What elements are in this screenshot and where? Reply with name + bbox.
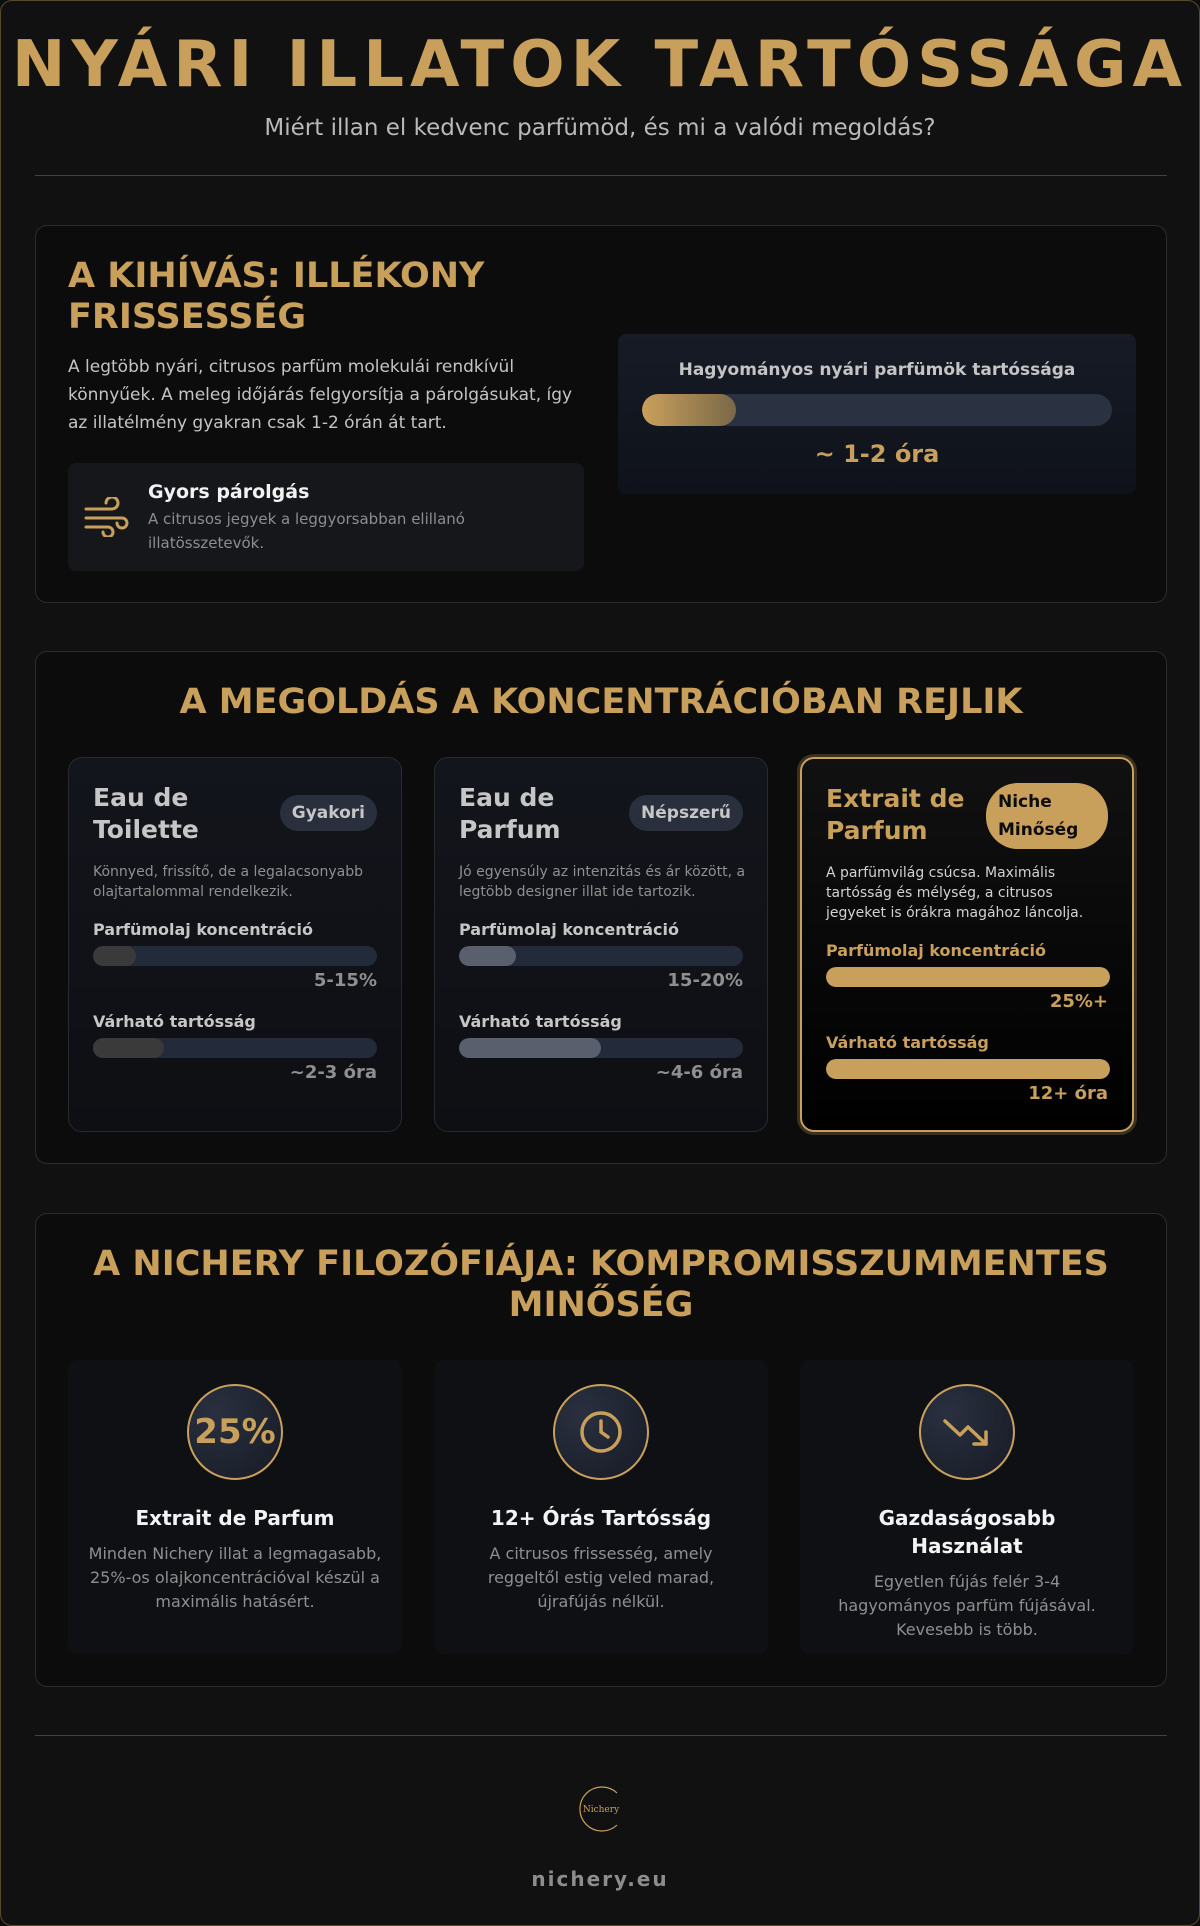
longevity-bar-fill (642, 394, 736, 426)
feature-title: Gazdaságosabb Használat (878, 1506, 1056, 1558)
oil-value: 25%+ (1049, 991, 1108, 1012)
challenge-title: A KIHÍVÁS: ILLÉKONY FRISSESSÉG (68, 256, 485, 337)
feature-text: A citrusos frissesség, amely reggeltől estig veled marad, újrafújás nélkül. (487, 1544, 715, 1611)
feature-title: Extrait de Parfum (135, 1506, 335, 1530)
duration-label: Várható tartósság (826, 1033, 989, 1052)
card-desc: A parfümvilág csúcsa. Maximális tartósság és mélység, a citrusos jegyeket is órákra magához láncolja. (826, 865, 1084, 921)
oil-bar-fill (826, 967, 1110, 987)
longevity-value: ~ 1-2 óra (814, 440, 940, 468)
duration-bar-fill (459, 1038, 601, 1058)
card-desc: Jó egyensúly az intenzitás és ár között, a legtöbb designer illat ide tartozik. (459, 864, 746, 900)
duration-bar (826, 1059, 1110, 1079)
duration-value: ~4-6 óra (655, 1062, 743, 1083)
evaporation-text: A citrusos jegyek a leggyorsabban elillanó illatösszetevők. (148, 510, 465, 552)
header (1, 1, 1199, 141)
oil-bar (826, 967, 1110, 987)
card-name: Eau de Parfum (459, 783, 561, 844)
card-desc: Könnyed, frissítő, de a legalacsonyabb olajtartalommal rendelkezik. (93, 864, 363, 900)
oil-bar (459, 946, 743, 966)
card-eau-de-parfum (434, 757, 768, 1132)
nichery-logo (577, 1785, 625, 1833)
feature-longevity (434, 1360, 768, 1654)
percent-badge-text: 25% (194, 1412, 276, 1452)
clock-icon (553, 1384, 649, 1480)
longevity-bar (642, 394, 1112, 426)
oil-label: Parfümolaj koncentráció (459, 920, 679, 939)
evaporation-title: Gyors párolgás (148, 481, 310, 503)
challenge-text: A legtöbb nyári, citrusos parfüm molekulái rendkívül könnyűek. A meleg időjárás felgyorsítja a párolgásukat, így az illatélmény gyakran csak 1-2 órán át tart. (68, 357, 573, 433)
oil-bar-fill (93, 946, 136, 966)
solution-section (35, 651, 1167, 1164)
duration-bar-fill (93, 1038, 164, 1058)
feature-economy (800, 1360, 1134, 1654)
card-name: Eau de Toilette (93, 783, 199, 844)
duration-bar (459, 1038, 743, 1058)
philosophy-section (35, 1213, 1167, 1687)
duration-value: ~2-3 óra (289, 1062, 377, 1083)
page-subtitle: Miért illan el kedvenc parfümöd, és mi a valódi megoldás? (264, 115, 936, 141)
card-name: Extrait de Parfum (826, 784, 965, 845)
feature-text: Minden Nichery illat a legmagasabb, 25%-os olajkoncentrációval készül a maximális hatásért. (88, 1544, 382, 1611)
logo-text: Nichery (582, 1805, 620, 1815)
oil-bar (93, 946, 377, 966)
duration-bar (93, 1038, 377, 1058)
solution-title: A MEGOLDÁS A KONCENTRÁCIÓBAN REJLIK (179, 682, 1023, 722)
duration-label: Várható tartósság (459, 1012, 622, 1031)
duration-value: 12+ óra (1028, 1083, 1108, 1104)
card-extrait-de-parfum (800, 757, 1134, 1132)
longevity-box (618, 334, 1136, 494)
card-badge: Népszerű (629, 795, 743, 831)
site-link[interactable]: nichery.eu (531, 1867, 669, 1891)
feature-text: Egyetlen fújás felér 3-4 hagyományos parfüm fújásával. Kevesebb is több. (838, 1572, 1096, 1639)
card-eau-de-toilette (68, 757, 402, 1132)
percent-badge-icon (187, 1384, 283, 1480)
oil-bar-fill (459, 946, 516, 966)
header-divider (35, 175, 1167, 176)
footer-divider (35, 1735, 1167, 1736)
feature-title: 12+ Órás Tartósság (490, 1506, 712, 1530)
duration-label: Várható tartósság (93, 1012, 256, 1031)
oil-value: 15-20% (667, 970, 743, 991)
challenge-section (35, 225, 1167, 603)
duration-bar-fill (826, 1059, 1110, 1079)
page-title: NYÁRI ILLATOK TARTÓSSÁGA (11, 28, 1189, 102)
oil-label: Parfümolaj koncentráció (93, 920, 313, 939)
evaporation-box (68, 463, 584, 571)
card-badge: Niche Minőség (986, 783, 1108, 849)
wind-icon (84, 497, 130, 537)
oil-label: Parfümolaj koncentráció (826, 941, 1046, 960)
trend-down-icon (919, 1384, 1015, 1480)
feature-extrait (68, 1360, 402, 1654)
longevity-title: Hagyományos nyári parfümök tartóssága (678, 360, 1076, 380)
philosophy-title: A NICHERY FILOZÓFIÁJA: KOMPROMISSZUMMENTES MINŐSÉG (93, 1244, 1109, 1325)
oil-value: 5-15% (313, 970, 377, 991)
card-badge: Gyakori (280, 795, 377, 831)
